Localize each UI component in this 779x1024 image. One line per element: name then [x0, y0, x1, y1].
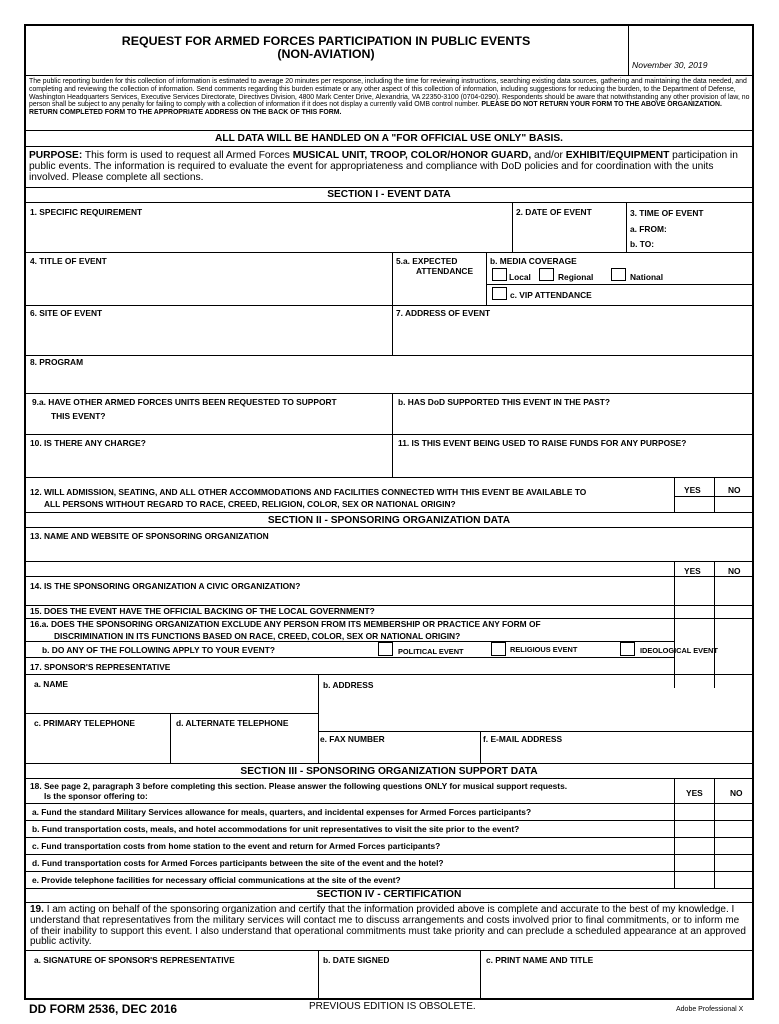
political-event-checkbox[interactable]	[378, 642, 393, 656]
q18c-yes-checkbox[interactable]	[676, 839, 712, 854]
q17c-label: c. PRIMARY TELEPHONE	[34, 718, 135, 728]
q3b-label: b. TO:	[630, 239, 655, 249]
certification-text: 19. I am acting on behalf of the sponsoring organization and certify that the information provided above is complete and accurate to the best of my knowledge. I understand that representatives from the military services will contact me to discuss arrangements and costs involved prior to final commitments, or to inform me of their inability to support this event. I also understand that operational commitments must take priority and can preclude a scheduled appearance at an approved public activity.	[30, 904, 746, 948]
obsolete-notice: PREVIOUS EDITION IS OBSOLETE.	[309, 1001, 476, 1012]
burden-notice-text: The public reporting burden for this collection of information is estimated to average 20 minutes per response, including the time for reviewing instructions, searching existing data sources, gathering and maintaining the data needed, and completing and reviewing the collection of information. Send comments regarding this burden estimate or any other aspect of this collection of information, including suggestions for reducing the burden, to the Department of Defense, Washington Headquarters Services, Executive Services Directorate, Directives Division, 4800 Mark Center Drive, Alexandria, VA 22350-3100 (0704-0290). Respondents should be aware that notwithstanding any other provision of law, no person shall be subject to any penalty for failing to comply with a collection of information if it does not display a currently valid OMB control number.	[29, 78, 750, 109]
q17b-label: b. ADDRESS	[323, 680, 374, 690]
s3-no-label: NO	[730, 788, 743, 798]
q5c-label: c. VIP ATTENDANCE	[510, 290, 592, 300]
s2-yes-label: YES	[684, 566, 701, 576]
q12-no-checkbox[interactable]	[716, 498, 750, 510]
q18e-no-checkbox[interactable]	[716, 873, 750, 888]
title-of-event-field[interactable]	[28, 268, 388, 304]
q12-no-label: NO	[728, 485, 741, 495]
section-2-title: SECTION II - SPONSORING ORGANIZATION DATA	[267, 515, 511, 526]
q18d-label: d. Fund transportation costs for Armed Forces participants between the site of the event and the hotel?	[32, 858, 444, 868]
q12-yes-checkbox[interactable]	[676, 498, 712, 510]
q16a-label: 16.a. DOES THE SPONSORING ORGANIZATION EXCLUDE ANY PERSON FROM ITS MEMBERSHIP OR PRACTICE ANY FORM OF DISCRIMINATION IN ITS FUNCTIONS BASED ON RACE, CREED, COLOR, SEX OR NATIONAL ORIGIN?	[30, 619, 541, 641]
any-charge-field[interactable]	[28, 450, 388, 476]
q17e-label: e. FAX NUMBER	[320, 734, 385, 744]
q16b-label: b. DO ANY OF THE FOLLOWING APPLY TO YOUR EVENT?	[42, 645, 275, 655]
date-signed-label: b. DATE SIGNED	[323, 955, 390, 965]
q7-label: 7. ADDRESS OF EVENT	[396, 308, 491, 318]
q18c-label: c. Fund transportation costs from home station to the event and return for Armed Forces participants?	[32, 841, 441, 851]
q15-no-checkbox[interactable]	[716, 607, 750, 618]
signature-field[interactable]	[28, 967, 316, 999]
ideological-event-label: IDEOLOGICAL EVENT	[640, 646, 718, 655]
q12-label: 12. WILL ADMISSION, SEATING, AND ALL OTHER ACCOMMODATIONS AND FACILITIES CONNECTED WITH THIS EVENT BE AVAILABLE TO ALL PERSONS WITHOUT REGARD TO RACE, CREED, RELIGION, COLOR, SEX OR NATIONAL ORIGIN?	[30, 487, 587, 509]
q17d-label: d. ALTERNATE TELEPHONE	[176, 718, 289, 728]
q14-no-checkbox[interactable]	[716, 578, 750, 604]
q18d-no-checkbox[interactable]	[716, 856, 750, 871]
q18d-yes-checkbox[interactable]	[676, 856, 712, 871]
s2-no-label: NO	[728, 566, 741, 576]
time-from-field[interactable]	[676, 221, 750, 235]
sponsor-name-website-field[interactable]	[28, 543, 750, 561]
site-of-event-field[interactable]	[28, 320, 388, 354]
ideological-event-checkbox[interactable]	[620, 642, 635, 656]
q13-label: 13. NAME AND WEBSITE OF SPONSORING ORGANIZATION	[30, 531, 269, 541]
q1-label: 1. SPECIFIC REQUIREMENT	[30, 207, 143, 217]
email-address-field[interactable]	[482, 746, 750, 762]
form-number: DD FORM 2536, DEC 2016	[29, 1002, 178, 1016]
q11-label: 11. IS THIS EVENT BEING USED TO RAISE FUNDS FOR ANY PURPOSE?	[398, 438, 687, 448]
q18b-yes-checkbox[interactable]	[676, 822, 712, 837]
burden-notice	[29, 78, 750, 117]
fax-number-field[interactable]	[320, 746, 478, 762]
media-regional-checkbox[interactable]	[539, 268, 554, 281]
q9b-label: b. HAS DoD SUPPORTED THIS EVENT IN THE PAST?	[398, 397, 611, 407]
q9a-label: 9.a. HAVE OTHER ARMED FORCES UNITS BEEN REQUESTED TO SUPPORT THIS EVENT?	[32, 397, 337, 421]
software-note: Adobe Professional X	[676, 1006, 744, 1013]
signature-label: a. SIGNATURE OF SPONSOR'S REPRESENTATIVE	[34, 955, 235, 965]
alternate-telephone-field[interactable]	[172, 730, 316, 762]
raise-funds-field[interactable]	[394, 450, 750, 476]
q14-yes-checkbox[interactable]	[676, 578, 712, 604]
q6-label: 6. SITE OF EVENT	[30, 308, 103, 318]
purpose-text: PURPOSE: This form is used to request all Armed Forces MUSICAL UNIT, TROOP, COLOR/HONOR GUARD, and/or EXHIBIT/EQUIPMENT participation in public events. The information is required to evaluate the event for appropriateness and compliance with DoD policies and for coordination with the units involved. Please complete all sections.	[29, 150, 738, 183]
print-name-title-field[interactable]	[482, 967, 750, 999]
q18e-yes-checkbox[interactable]	[676, 873, 712, 888]
q18c-no-checkbox[interactable]	[716, 839, 750, 854]
date-of-event-field[interactable]	[514, 219, 624, 251]
q4-label: 4. TITLE OF EVENT	[30, 256, 107, 266]
q17f-label: f. E-MAIL ADDRESS	[483, 734, 563, 744]
form-title-line1: REQUEST FOR ARMED FORCES PARTICIPATION IN PUBLIC EVENTS	[121, 34, 531, 48]
q18-label: 18. See page 2, paragraph 3 before completing this section. Please answer the following questions ONLY for musical support requests. Is the sponsor offering to:	[30, 781, 568, 801]
print-name-title-label: c. PRINT NAME AND TITLE	[486, 955, 594, 965]
q18a-no-checkbox[interactable]	[716, 805, 750, 820]
expected-attendance-field[interactable]	[394, 278, 484, 304]
religious-event-checkbox[interactable]	[491, 642, 506, 656]
form-title-line2: (NON-AVIATION)	[277, 47, 375, 61]
q15-label: 15. DOES THE EVENT HAVE THE OFFICIAL BACKING OF THE LOCAL GOVERNMENT?	[30, 606, 375, 616]
media-regional-label: Regional	[558, 272, 594, 282]
q3-label: 3. TIME OF EVENT	[630, 208, 704, 218]
q18b-no-checkbox[interactable]	[716, 822, 750, 837]
edition-date: November 30, 2019	[632, 60, 708, 70]
q5b-label: b. MEDIA COVERAGE	[490, 256, 577, 266]
religious-event-label: RELIGIOUS EVENT	[510, 645, 578, 654]
specific-requirement-field[interactable]	[28, 219, 508, 251]
media-local-label: Local	[509, 272, 531, 282]
q17a-label: a. NAME	[34, 679, 68, 689]
q16a-no-checkbox[interactable]	[716, 620, 750, 640]
q3a-label: a. FROM:	[630, 224, 667, 234]
primary-telephone-field[interactable]	[28, 730, 166, 762]
form-title	[26, 35, 626, 61]
date-signed-field[interactable]	[320, 967, 478, 999]
q14-label: 14. IS THE SPONSORING ORGANIZATION A CIVIC ORGANIZATION?	[30, 581, 301, 591]
q18a-label: a. Fund the standard Military Services allowance for meals, quarters, and incidental expenses for Armed Forces participants?	[32, 807, 532, 817]
form-page	[24, 24, 754, 1000]
q18e-label: e. Provide telephone facilities for necessary official communications at the site of the event?	[32, 875, 401, 885]
burden-notice-emphasis: PLEASE DO NOT RETURN YOUR FORM TO THE ABOVE ORGANIZATION. RETURN COMPLETED FORM TO THE APPROPRIATE ADDRESS ON THE BACK OF THIS FORM.	[29, 101, 722, 117]
q19-number: 19.	[30, 904, 44, 915]
q18a-yes-checkbox[interactable]	[676, 805, 712, 820]
address-of-event-field[interactable]	[394, 320, 750, 354]
fouo-banner: ALL DATA WILL BE HANDLED ON A "FOR OFFICIAL USE ONLY" BASIS.	[215, 133, 563, 144]
q5a-label: 5.a. EXPECTED ATTENDANCE	[396, 256, 474, 276]
time-to-field[interactable]	[666, 236, 750, 250]
section-1-title: SECTION I - EVENT DATA	[327, 189, 451, 200]
q8-label: 8. PROGRAM	[30, 357, 84, 367]
rep-name-field[interactable]	[28, 691, 316, 713]
program-field[interactable]	[28, 369, 750, 391]
q18b-label: b. Fund transportation costs, meals, and hotel accommodations for unit representatives to visit the site prior to the event?	[32, 824, 520, 834]
q2-label: 2. DATE OF EVENT	[516, 207, 592, 217]
section-3-title: SECTION III - SPONSORING ORGANIZATION SUPPORT DATA	[240, 766, 538, 777]
rep-address-field[interactable]	[320, 692, 750, 730]
media-national-checkbox[interactable]	[611, 268, 626, 281]
purpose-label: PURPOSE:	[29, 150, 83, 161]
dod-supported-past-field[interactable]	[394, 410, 750, 432]
media-local-checkbox[interactable]	[492, 268, 507, 281]
political-event-label: POLITICAL EVENT	[398, 647, 464, 656]
vip-attendance-checkbox[interactable]	[492, 287, 507, 300]
q17-label: 17. SPONSOR'S REPRESENTATIVE	[30, 662, 171, 672]
section-4-title: SECTION IV - CERTIFICATION	[316, 889, 462, 900]
media-national-label: National	[630, 272, 664, 282]
q15-yes-checkbox[interactable]	[676, 607, 712, 618]
other-units-requested-field[interactable]	[28, 421, 388, 433]
q12-yes-label: YES	[684, 485, 701, 495]
q10-label: 10. IS THERE ANY CHARGE?	[30, 438, 146, 448]
q16a-yes-checkbox[interactable]	[676, 620, 712, 640]
s3-yes-label: YES	[686, 788, 703, 798]
